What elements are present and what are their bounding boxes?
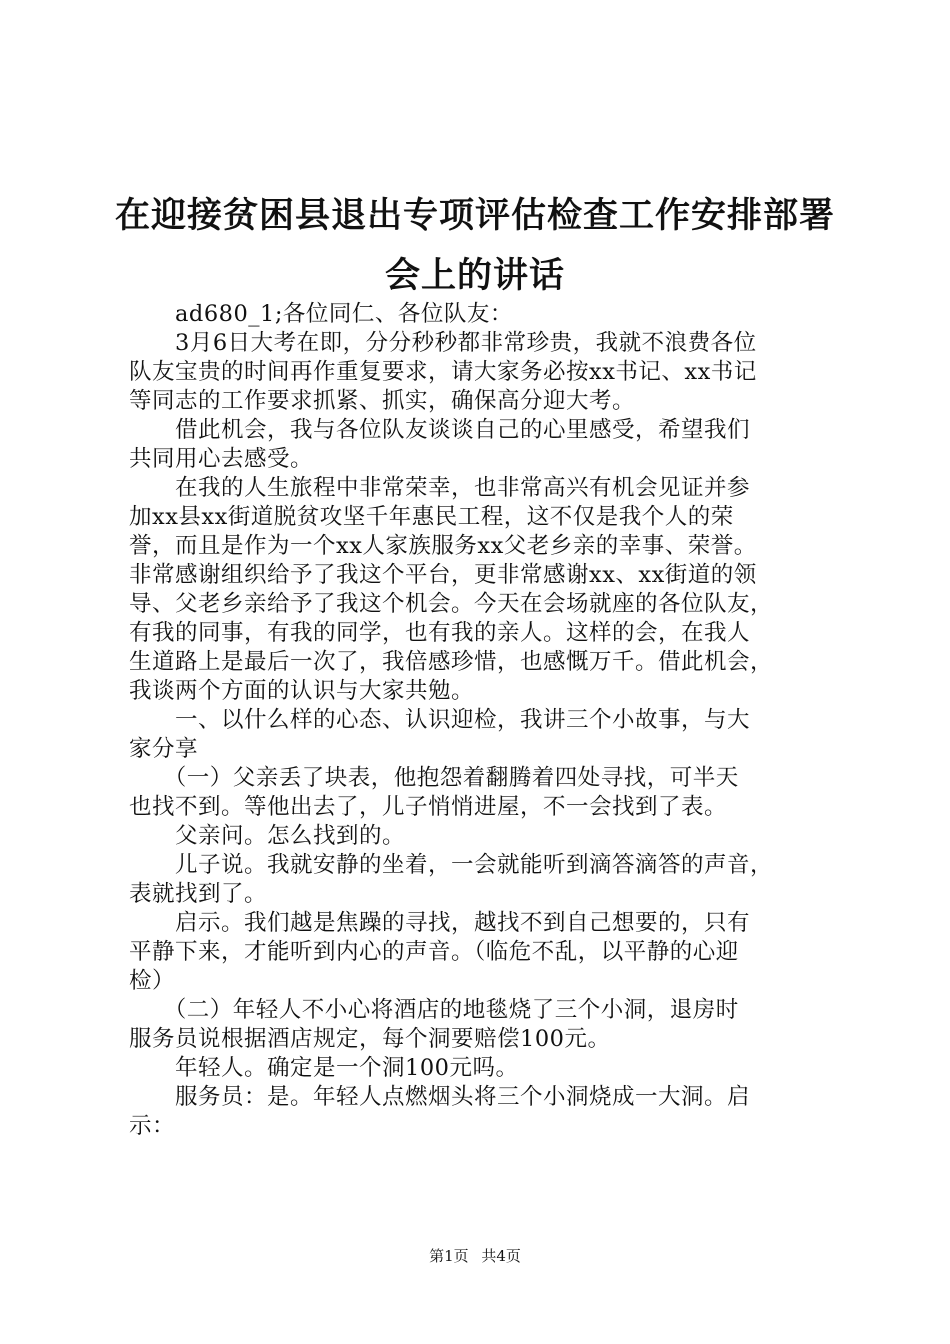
document-body	[129, 300, 829, 1141]
body-line: 家分享	[129, 736, 199, 762]
body-line: 示：	[129, 1113, 176, 1139]
body-line: 儿子说。我就安静的坐着，一会就能听到滴答滴答的声音，	[129, 852, 774, 878]
body-line: 检）	[129, 968, 176, 994]
page-number: 第1页	[429, 1247, 469, 1265]
body-line: 誉，而且是作为一个xx人家族服务xx父老乡亲的幸事、荣誉。	[129, 533, 757, 559]
page-total: 共4页	[481, 1247, 521, 1265]
body-line: 借此机会，我与各位队友谈谈自己的心里感受，希望我们	[129, 417, 751, 443]
body-line: 有我的同事，有我的同学，也有我的亲人。这样的会，在我人	[129, 620, 751, 646]
body-line: 父亲问。怎么找到的。	[129, 823, 406, 849]
body-line: 导、父老乡亲给予了我这个机会。今天在会场就座的各位队友，	[129, 591, 774, 617]
body-line: 平静下来，才能听到内心的声音。（临危不乱，以平静的心迎	[129, 939, 739, 965]
body-line: ad680_1;各位同仁、各位队友：	[129, 301, 513, 327]
body-line: 加xx县xx街道脱贫攻坚千年惠民工程，这不仅是我个人的荣	[129, 504, 734, 530]
body-line: 我谈两个方面的认识与大家共勉。	[129, 678, 475, 704]
body-line: 服务员说根据酒店规定，每个洞要赔偿100元。	[129, 1026, 611, 1052]
body-line: 等同志的工作要求抓紧、抓实，确保高分迎大考。	[129, 388, 636, 414]
body-line: 非常感谢组织给予了我这个平台，更非常感谢xx、xx街道的领	[129, 562, 757, 588]
body-line: 年轻人。确定是一个洞100元吗。	[129, 1055, 519, 1081]
body-line: 服务员：是。年轻人点燃烟头将三个小洞烧成一大洞。启	[129, 1084, 751, 1110]
body-line: 也找不到。等他出去了，儿子悄悄进屋，不一会找到了表。	[129, 794, 728, 820]
body-line: 启示。我们越是焦躁的寻找，越找不到自己想要的，只有	[129, 910, 751, 936]
body-line: 表就找到了。	[129, 881, 268, 907]
document-title-line-2: 会上的讲话	[384, 256, 565, 296]
body-line: （一）父亲丢了块表，他抱怨着翻腾着四处寻找，可半天	[129, 765, 739, 791]
body-line: 队友宝贵的时间再作重复要求，请大家务必按xx书记、xx书记	[129, 359, 757, 385]
body-line: （二）年轻人不小心将酒店的地毯烧了三个小洞，退房时	[129, 997, 739, 1023]
page-footer	[0, 1245, 950, 1266]
body-line: 生道路上是最后一次了，我倍感珍惜，也感慨万千。借此机会，	[129, 649, 774, 675]
body-line: 一、以什么样的心态、认识迎检，我讲三个小故事，与大	[129, 707, 751, 733]
document-title-line-1: 在迎接贫困县退出专项评估检查工作安排部署	[114, 196, 835, 236]
body-line: 共同用心去感受。	[129, 446, 314, 472]
body-line: 在我的人生旅程中非常荣幸，也非常高兴有机会见证并参	[129, 475, 751, 501]
body-line: 3月6日大考在即，分分秒秒都非常珍贵，我就不浪费各位	[129, 330, 757, 356]
